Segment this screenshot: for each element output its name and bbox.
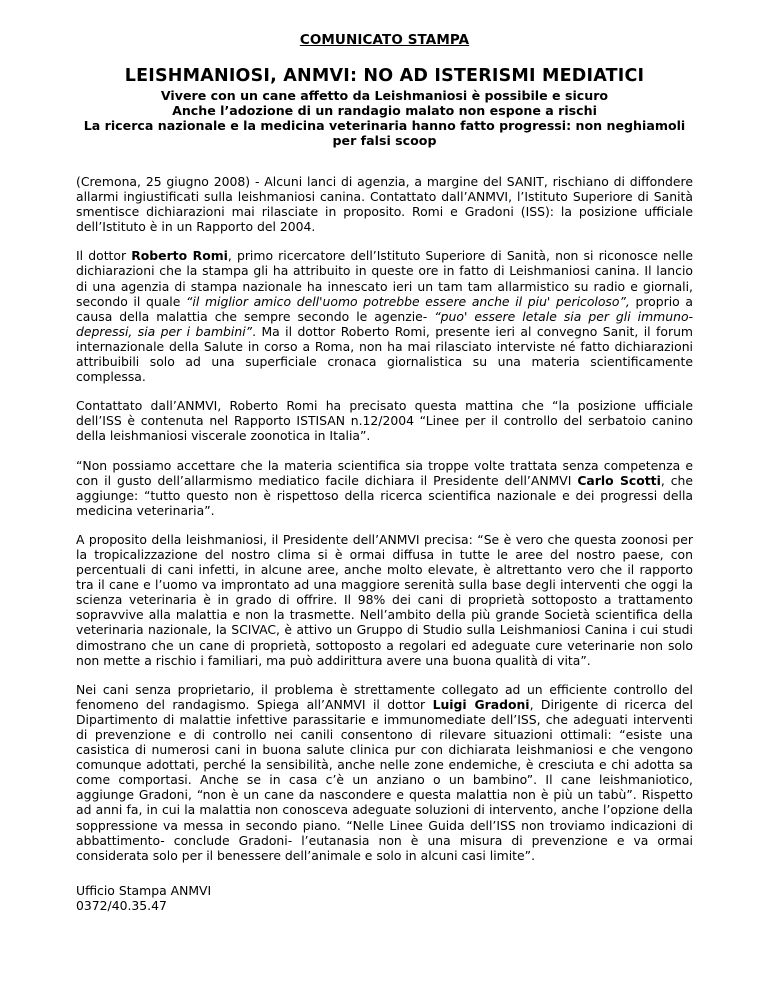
paragraph-gradoni — [76, 682, 693, 863]
quote-italic: “il miglior amico dell'uomo potrebbe essere anche il piu' pericoloso”, — [186, 293, 630, 309]
document-kicker: COMUNICATO STAMPA — [299, 32, 470, 48]
person-name-romi: Roberto Romi — [131, 248, 228, 264]
person-name-gradoni: Luigi Gradoni — [432, 696, 530, 712]
subtitle-line: La ricerca nazionale e la medicina veterinaria hanno fatto progressi: non neghiamoli — [83, 118, 686, 133]
subtitle-line: Anche l’adozione di un randagio malato non espone a rischi — [172, 103, 597, 118]
paragraph-scotti — [76, 458, 693, 518]
person-name-scotti: Carlo Scotti — [577, 472, 661, 488]
paragraph-romi — [76, 248, 693, 384]
press-office-label: Ufficio Stampa ANMVI — [76, 882, 212, 898]
text-run: , primo ricercatore dell’Istituto Superiore di Sanità, non si riconosce nelle dichiarazioni che la stampa gli ha attribuito in queste ore in fatto di Leishmaniosi canina. Il lancio di una agenzia di stampa nazionale ha innescato ieri un tam tam allarmistico su radio e giornali, secondo il quale — [76, 248, 694, 309]
page-title: LEISHMANIOSI, ANMVI: NO AD ISTERISMI MEDIATICI — [124, 66, 645, 86]
quote-italic: “puo' essere letale sia per gli immuno-depressi, sia per i bambini” — [76, 308, 693, 339]
article-body — [76, 174, 693, 863]
paragraph-president: A proposito della leishmaniosi, il Presidente dell’ANMVI precisa: “Se è vero che questa zoonosi per la tropicalizzazione del nostro clima si è ormai diffusa in tutte le aree del nostro paese, con percentuali di cani infetti, in alcune aree, anche molto elevate, è altrettanto vero che il rapporto tra il cane e l’uomo va improntato ad una maggiore serenità sulla base degli interventi che oggi la scienza veterinaria è in grado di offrire. Il 98% dei cani di proprietà sottoposto a trattamento sopravvive alla malattia e non la trasmette. Nell’ambito della più grande Società scientifica della veterinaria nazionale, la SCIVAC, è attivo un Gruppo di Studio sulla Leishmaniosi Canina i cui studi dimostrano che un cane di proprietà, sottoposto a regolari ed adeguate cure veterinarie non solo non mette a rischio i familiari, ma può addirittura avere una buona qualità di vita”. — [76, 531, 693, 668]
paragraph-istisan: Contattato dall’ANMVI, Roberto Romi ha precisato questa mattina che “la posizione ufficiale dell’ISS è contenuta nel Rapporto ISTISAN n.12/2004 “Linee per il controllo del serbatoio canino della leishmaniosi viscerale zoonotica in Italia”. — [76, 398, 693, 444]
text-run: , che aggiunge: “tutto questo non è rispettoso della ricerca scientifica nazionale e dei progressi della medicina veterinaria”. — [76, 472, 694, 518]
text-run: “Non possiamo accettare che la materia scientifica sia troppe volte trattata senza competenza e con il gusto dell’allarmismo mediatico facile dichiara il Presidente dell’ANMVI — [76, 457, 693, 488]
subtitle-line: per falsi scoop — [332, 133, 437, 148]
text-run: . Ma il dottor Roberto Romi, presente ieri al convegno Sanit, il forum internazionale della Salute in corso a Roma, non ha mai rilasciato interviste né fatto dichiarazioni attribuibili solo ad una superficiale cronaca giornalistica su una materia scientificamente complessa. — [76, 323, 693, 385]
phone-number: 0372/40.35.47 — [76, 897, 167, 913]
text-run: Il dottor — [76, 248, 132, 264]
text-run: proprio a causa della malattia che sempre secondo le agenzie- — [76, 293, 693, 324]
press-release-page — [76, 32, 693, 913]
paragraph-intro: (Cremona, 25 giugno 2008) - Alcuni lanci di agenzia, a margine del SANIT, rischiano di diffondere allarmi ingiustificati sulla leishmaniosi canina. Contattato dall’ANMVI, l’Istituto Superiore di Sanità smentisce dichiarazioni mai rilasciate in proposito. Romi e Gradoni (ISS): la posizione ufficiale dell’Istituto è in un Rapporto del 2004. — [76, 174, 693, 235]
subtitle-line: Vivere con un cane affetto da Leishmaniosi è possibile e sicuro — [160, 88, 609, 103]
contact-block — [76, 883, 693, 913]
text-run: , Dirigente di ricerca del Dipartimento di malattie infettive parassitarie e immunomediate dell’ISS, che adeguati interventi di prevenzione e di controllo nei canili consentono di rilevare situazioni ottimali: “esiste una casistica di numerosi cani in buona salute clinica pur con dichiarata leishmaniosi e che vengono comunque adottati, perché la sensibilità, anche nelle zone endemiche, è cresciuta e chi adotta sa come comportasi. Anche se in casa c’è un anziano o un bambino”. Il cane leishmaniotico, aggiunge Gradoni, “non è un cane da nascondere e questa malattia non è più un tabù”. Rispetto ad anni fa, in cui la malattia non conosceva adeguate soluzioni di intervento, anche l’opzione della soppressione va messa in secondo piano. “Nelle Linee Guida dell’ISS non troviamo indicazioni di abbattimento- conclude Gradoni- l’eutanasia non è una misura di prevenzione e va ormai considerata solo per il benessere dell’animale e solo in alcuni casi limite”. — [76, 696, 693, 863]
text-run: Nei cani senza proprietario, il problema è strettamente collegato ad un efficiente controllo del fenomeno del randagismo. Spiega all’ANMVI il dottor — [76, 681, 693, 712]
subtitle-block — [76, 88, 693, 148]
